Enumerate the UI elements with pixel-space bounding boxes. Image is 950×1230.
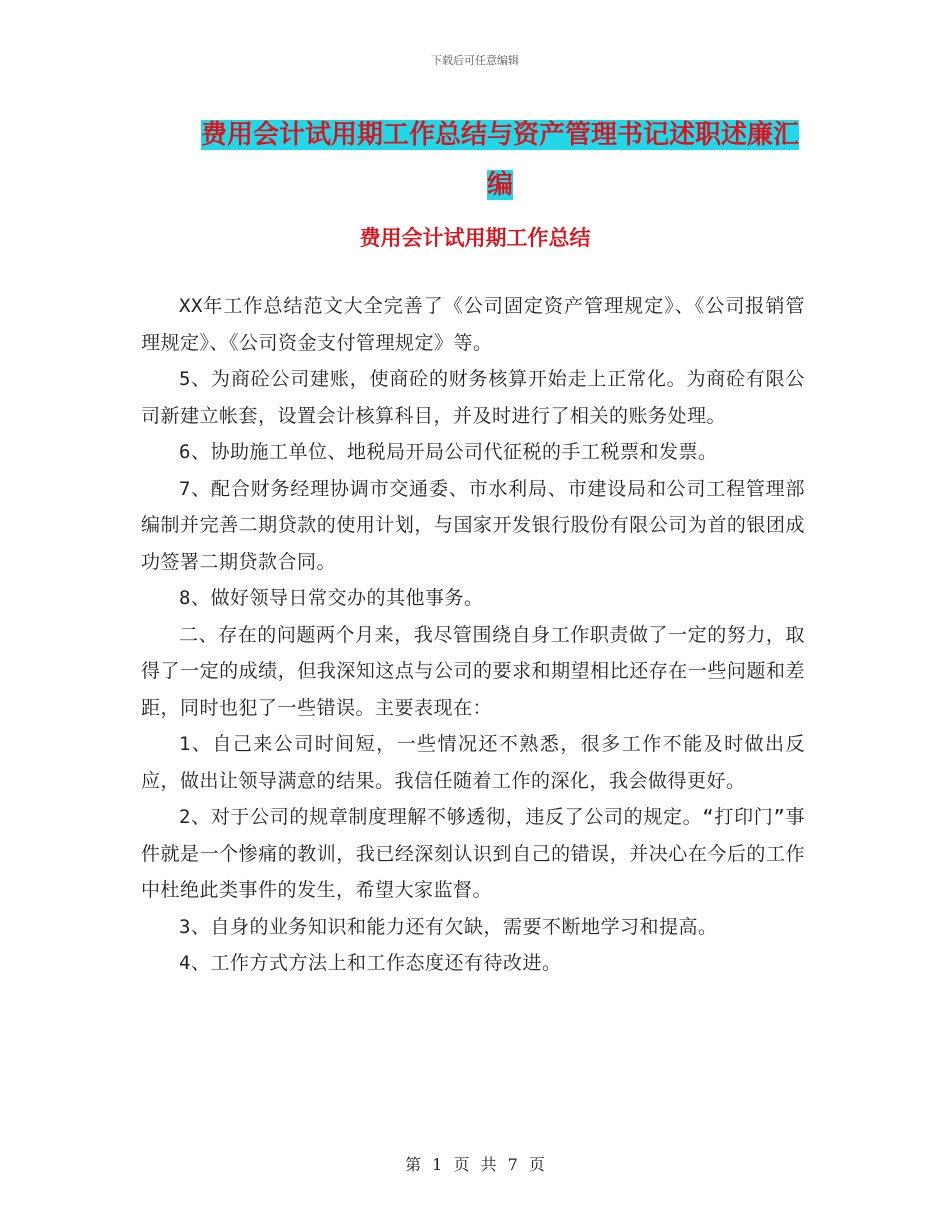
paragraph: 3、自身的业务知识和能力还有欠缺，需要不断地学习和提高。 — [179, 915, 718, 938]
paragraph: 4、工作方式方法上和工作态度还有待改进。 — [179, 952, 562, 974]
paragraph: 1、自己来公司时间短，一些情况还不熟悉，很多工作不能及时做出反应，做出让领导满意的结果。我信任随着工作的深化，我会做得更好。 — [141, 733, 805, 792]
body-text — [141, 288, 805, 982]
paragraph: 二、存在的问题两个月来，我尽管围绕自身工作职责做了一定的努力，取得了一定的成绩，但我深知这点与公司的要求和期望相比还存在一些问题和差距，同时也犯了一些错误。主要表现在： — [141, 623, 805, 719]
paragraph: 8、做好领导日常交办的其他事务。 — [179, 587, 484, 609]
paragraph: 7、配合财务经理协调市交通委、市水利局、市建设局和公司工程管理部编制并完善二期贷款的使用计划，与国家开发银行股份有限公司为首的银团成功签署二期贷款合同。 — [141, 477, 805, 573]
paragraph: 6、协助施工单位、地税局开局公司代征税的手工税票和发票。 — [179, 441, 718, 463]
paragraph: XX年工作总结范文大全完善了《公司固定资产管理规定》、《公司报销管理规定》、《公司资金支付管理规定》等。 — [141, 295, 805, 354]
section-title: 费用会计试用期工作总结 — [359, 226, 591, 250]
paragraph: 5、为商砼公司建账，使商砼的财务核算开始走上正常化。为商砼有限公司新建立帐套，设置会计核算科目，并及时进行了相关的账务处理。 — [141, 368, 805, 427]
header-note: 下载后可任意编辑 — [431, 54, 519, 67]
paragraph: 2、对于公司的规章制度理解不够透彻，违反了公司的规定。“打印门”事件就是一个惨痛的教训，我已经深刻认识到自己的错误，并决心在今后的工作中杜绝此类事件的发生，希望大家监督。 — [141, 806, 805, 901]
document-title-text: 费用会计试用期工作总结与资产管理书记述职述廉汇编 — [200, 120, 799, 200]
document-title — [190, 110, 810, 210]
page-number: 第 1 页 共 7 页 — [405, 1155, 545, 1174]
